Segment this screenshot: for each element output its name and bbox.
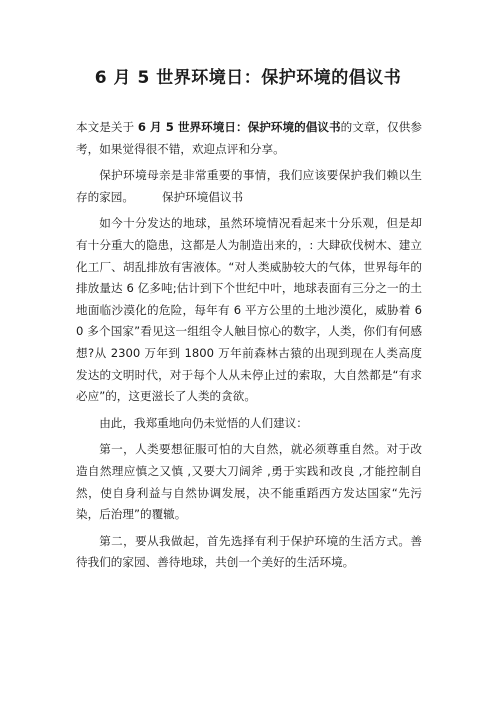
intro-suffix: 的文章，仅供参考，如果觉得很不错，欢迎点评和分享。 (76, 120, 422, 156)
intro-paragraph (76, 117, 422, 160)
paragraph-second: 第二，要从我做起，首先选择有利于保护环境的生活方式。善待我们的家园、善待地球，共创一个美好的生活环境。 (76, 533, 422, 570)
document-title: 6 月 5 世界环境日：保护环境的倡议书 (94, 68, 402, 88)
intro-prefix: 本文是关于 (76, 120, 138, 134)
inline-heading: 保护环境倡议书 (161, 189, 244, 204)
paragraph-appeal: 由此，我郑重地向仍未觉悟的人们建议： (99, 415, 308, 430)
paragraph-mother-text: 保护环境母亲是非常重要的事情，我们应该要保护我们赖以生存的家园。 (76, 168, 422, 204)
document-body (76, 117, 422, 579)
paragraph-mother (76, 165, 422, 208)
paragraph-earth: 如今十分发达的地球，虽然环境情况看起来十分乐观，但是却有十分重大的隐患，这都是人为制造出来的，: 大肆砍伐树木、建立化工厂、胡乱排放有害液体。“对人类威胁较大的气体，世界每年的排放量达 6 亿多吨;估计到下个世纪中叶，地球表面有三分之一的土地面临沙漠化的危险，每年有 6 平方公里的土地沙漠化，威胁着 60 多个国家”看见这一组组令人触目惊心的数字，人类，你们有何感想?从 2300 万年到 1800 万年前森林古猿的出现到现在人类高度发达的文明时代，对于每个人从未停止过的索取，大自然都是“有求必应”的，这更滋长了人类的贪欲。 (76, 216, 422, 404)
paragraph-first: 第一，人类要想征服可怕的大自然，就必须尊重自然。对于改造自然理应慎之又慎 ,又要大刀阔斧 ,勇于实践和改良 ,才能控制自然，使自身利益与自然协调发展，决不能重蹈西方发达国家“先污染，后治理”的覆辙。 (76, 442, 422, 522)
intro-title: 6 月 5 世界环境日：保护环境的倡议书 (137, 120, 341, 134)
